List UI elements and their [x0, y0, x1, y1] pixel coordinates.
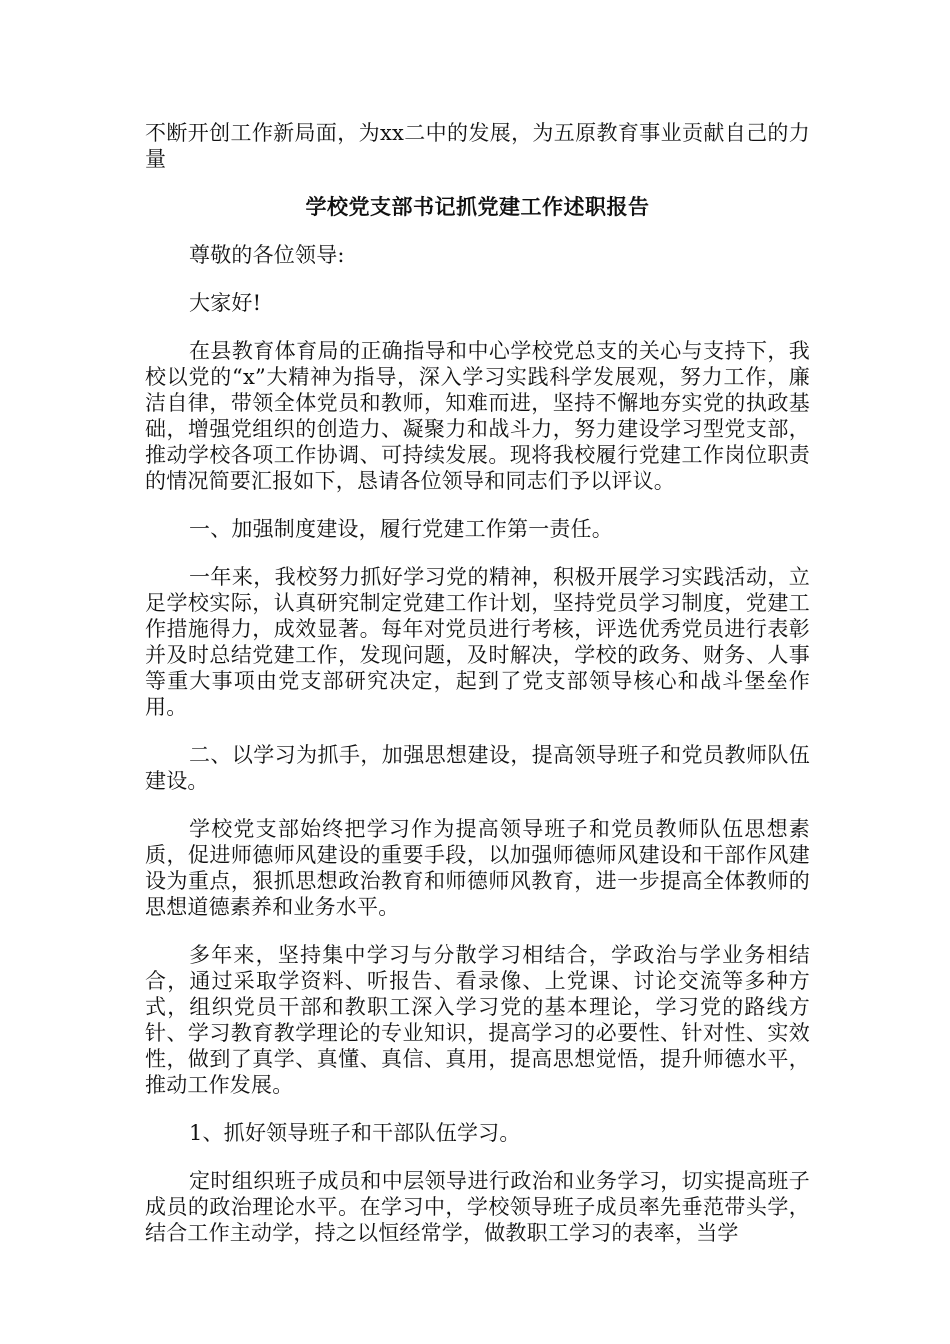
section-heading-2: 二、以学习为抓手，加强思想建设，提高领导班子和党员教师队伍建设。	[145, 743, 810, 793]
lead-paragraph: 不断开创工作新局面，为xx二中的发展，为五原教育事业贡献自己的力量	[145, 121, 810, 171]
document-body	[145, 120, 810, 1246]
subsection-heading-1: 1、抓好领导班子和干部队伍学习。	[189, 1121, 521, 1145]
body-paragraph-section-2a: 学校党支部始终把学习作为提高领导班子和党员教师队伍思想素质，促进师德师风建设的重要手段，以加强师德师风建设和干部作风建设为重点，狠抓思想政治教育和师德师风教育，进一步提高全体教师的思想道德素养和业务水平。	[145, 817, 810, 919]
salutation: 尊敬的各位领导:	[189, 243, 345, 267]
section-heading-1: 一、加强制度建设，履行党建工作第一责任。	[189, 517, 613, 541]
body-paragraph-subsection-1: 定时组织班子成员和中层领导进行政治和业务学习，切实提高班子成员的政治理论水平。在学习中，学校领导班子成员率先垂范带头学，结合工作主动学，持之以恒经常学，做教职工学习的表率，当学	[145, 1169, 810, 1245]
document-title: 学校党支部书记抓党建工作述职报告	[305, 195, 650, 219]
body-paragraph-intro: 在县教育体育局的正确指导和中心学校党总支的关心与支持下，我校以党的“x”大精神为指导，深入学习实践科学发展观，努力工作，廉洁自律，带领全体党员和教师，知难而进，坚持不懈地夯实党的执政基础，增强党组织的创造力、凝聚力和战斗力，努力建设学习型党支部，推动学校各项工作协调、可持续发展。现将我校履行党建工作岗位职责的情况简要汇报如下，恳请各位领导和同志们予以评议。	[145, 339, 810, 493]
greeting: 大家好!	[189, 291, 262, 315]
body-paragraph-section-1: 一年来，我校努力抓好学习党的精神，积极开展学习实践活动，立足学校实际，认真研究制定党建工作计划，坚持党员学习制度，党建工作措施得力，成效显著。每年对党员进行考核，评选优秀党员进行表彰并及时总结党建工作，发现问题，及时解决，学校的政务、财务、人事等重大事项由党支部研究决定，起到了党支部领导核心和战斗堡垒作用。	[145, 565, 810, 719]
body-paragraph-section-2b: 多年来，坚持集中学习与分散学习相结合，学政治与学业务相结合，通过采取学资料、听报告、看录像、上党课、讨论交流等多种方式，组织党员干部和教职工深入学习党的基本理论，学习党的路线方针、学习教育教学理论的专业知识，提高学习的必要性、针对性、实效性，做到了真学、真懂、真信、真用，提高思想觉悟，提升师德水平，推动工作发展。	[145, 943, 810, 1097]
